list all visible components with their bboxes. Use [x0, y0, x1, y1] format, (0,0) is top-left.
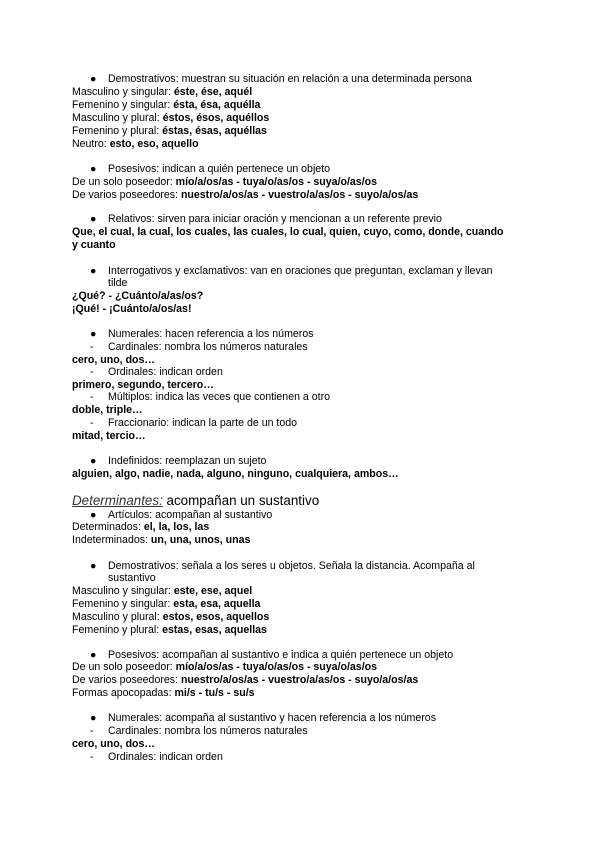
- relativos-list-line1: Que, el cual, la cual, los cuales, las cuales, lo cual, quien, cuyo, como, donde, cuando: [72, 226, 504, 238]
- line-fem-plural: Femenino y plural: estas, esas, aquellas: [72, 624, 267, 636]
- bullet-text: Posesivos: acompañan al sustantivo e indica a quién pertenece un objeto: [108, 649, 454, 661]
- relativos-list-line2: y cuanto: [72, 239, 116, 251]
- bullet-text: Interrogativos y exclamativos: van en oraciones que preguntan, exclaman y llevan: [108, 265, 493, 277]
- line-masc-sing: Masculino y singular: este, ese, aquel: [72, 585, 253, 597]
- bullet-marker: ●: [90, 649, 97, 661]
- indefinidos-list: alguien, algo, nadie, nada, alguno, ninguno, cualquiera, ambos…: [72, 468, 399, 480]
- cardinales-example: cero, uno, dos…: [72, 354, 155, 366]
- bullet-text: Numerales: hacen referencia a los números: [108, 328, 314, 340]
- line-masc-sing: Masculino y singular: éste, ése, aquél: [72, 86, 253, 98]
- bullet-marker: ●: [90, 712, 97, 724]
- bullet-marker: ●: [90, 509, 97, 521]
- bullet-text: Indefinidos: reemplazan un sujeto: [108, 455, 267, 467]
- line-varios-poseedores: De varios poseedores: nuestro/a/os/as - vuestro/a/as/os - suyo/a/os/as: [72, 674, 419, 686]
- line-un-poseedor: De un solo poseedor: mío/a/os/as - tuya/o/as/os - suya/o/as/os: [72, 661, 378, 673]
- line-varios-poseedores: De varios poseedores: nuestro/a/os/as - vuestro/a/as/os - suyo/a/os/as: [72, 189, 419, 201]
- bullet-text: Artículos: acompañan al sustantivo: [108, 509, 273, 521]
- bullet-marker: ●: [90, 560, 97, 572]
- interrogativos-line: ¿Qué? - ¿Cuánto/a/as/os?: [72, 290, 204, 302]
- heading-subtitle: acompañan un sustantivo: [162, 493, 320, 508]
- bullet-text: Demostrativos: muestran su situación en relación a una determinada persona: [108, 73, 472, 85]
- dash-marker: -: [90, 366, 94, 378]
- dash-marker: -: [90, 751, 94, 763]
- heading-title: Determinantes:: [72, 493, 163, 508]
- line-fem-sing: Femenino y singular: esta, esa, aquella: [72, 598, 261, 610]
- line-determinados: Determinados: el, la, los, las: [72, 521, 210, 533]
- bullet-marker: ●: [90, 455, 97, 467]
- bullet-text: Numerales: acompaña al sustantivo y hacen referencia a los números: [108, 712, 436, 724]
- line-indeterminados: Indeterminados: un, una, unos, unas: [72, 534, 251, 546]
- bullet-text: Posesivos: indican a quién pertenece un objeto: [108, 163, 331, 175]
- line-un-poseedor: De un solo poseedor: mío/a/os/as - tuya/o/as/os - suya/o/as/os: [72, 176, 378, 188]
- dash-marker: -: [90, 417, 94, 429]
- bullet-text-continuation: tilde: [108, 277, 128, 289]
- bullet-marker: ●: [90, 328, 97, 340]
- bullet-marker: ●: [90, 265, 97, 277]
- bullet-marker: ●: [90, 213, 97, 225]
- bullet-marker: ●: [90, 163, 97, 175]
- line-fem-plural: Femenino y plural: éstas, ésas, aquéllas: [72, 125, 267, 137]
- dash-marker: -: [90, 341, 94, 353]
- line-formas-apocopadas: Formas apocopadas: mi/s - tu/s - su/s: [72, 687, 255, 699]
- line-masc-plural: Masculino y plural: éstos, ésos, aquéllos: [72, 112, 270, 124]
- ordinales-example: primero, segundo, tercero…: [72, 379, 214, 391]
- multiplos-example: doble, triple…: [72, 404, 143, 416]
- exclamativos-line: ¡Qué! - ¡Cuánto/a/os/as!: [72, 303, 192, 315]
- dash-marker: -: [90, 725, 94, 737]
- document-page: ● Demostrativos: muestran su situación en relación a una determinada persona Masculino y singular: éste, ése, aquél Femenino y singular: ésta, ésa, aquélla Masculino y plural: éstos, ésos, aquéllos Femenino y plural: éstas, ésas, aquéllas Neutro: esto, eso, aquello ● Posesivos: indican a quién pertenece un objeto De un solo poseedor: mío/a/os/as - tuya/o/as/os - suya/o/as/os De varios poseedores: nuestro/a/os/as - vuestro/a/as/os - suyo/a/os/as ● Relativos: sirven para iniciar oración y mencionan a un referente previo Que, el cual, la cual, los cuales, las cuales, lo cual, quien, cuyo, como, donde, cuando y cuanto ● Interrogativos y exclamativos: van en oraciones que preguntan, exclaman y llevan tilde ¿Qué? - ¿Cuánto/a/as/os? ¡Qué! - ¡Cuánto/a/os/as! ● Numerales: hacen referencia a los números - Cardinales: nombra los números naturales cero, uno, dos… - Ordinales: indican orden primero, segundo, tercero… - Múltiplos: indica las veces que contienen a otro doble, triple… - Fraccionario: indican la parte de un todo mitad, tercio… ● Indefinidos: reemplazan un sujeto alguien, algo, nadie, nada, alguno, ninguno, cualquiera, ambos… Determinantes: acompañan un sustantivo ● Artículos: acompañan al sustantivo Determinados: el, la, los, las Indeterminados: un, una, unos, unas ● Demostrativos: señala a los seres u objetos. Señala la distancia. Acompaña al sustantivo Masculino y singular: este, ese, aquel Femenino y singular: esta, esa, aquella Masculino y plural: estos, esos, aquellos Femenino y plural: estas, esas, aquellas ● Posesivos: acompañan al sustantivo e indica a quién pertenece un objeto De un solo poseedor: mío/a/os/as - tuya/o/as/os - suya/o/as/os De varios poseedores: nuestro/a/os/as - vuestro/a/as/os - suyo/a/os/as Formas apocopadas: mi/s - tu/s - su/s ● Numerales: acompaña al sustantivo y hacen referencia a los números - Cardinales: nombra los números naturales cero, uno, dos… - Ordinales: indican orden: [72, 73, 504, 763]
- section-heading-determinantes: [72, 493, 319, 509]
- bullet-text: Demostrativos: señala a los seres u objetos. Señala la distancia. Acompaña al: [108, 560, 475, 572]
- cardinales-example: cero, uno, dos…: [72, 738, 155, 750]
- bullet-text-continuation: sustantivo: [108, 572, 156, 584]
- bullet-marker: ●: [90, 73, 97, 85]
- fraccionario-example: mitad, tercio…: [72, 430, 146, 442]
- bullet-text: Relativos: sirven para iniciar oración y mencionan a un referente previo: [108, 213, 442, 225]
- dash-marker: -: [90, 391, 94, 403]
- line-fem-sing: Femenino y singular: ésta, ésa, aquélla: [72, 99, 261, 111]
- line-masc-plural: Masculino y plural: estos, esos, aquellos: [72, 611, 270, 623]
- line-neutro: Neutro: esto, eso, aquello: [72, 138, 199, 150]
